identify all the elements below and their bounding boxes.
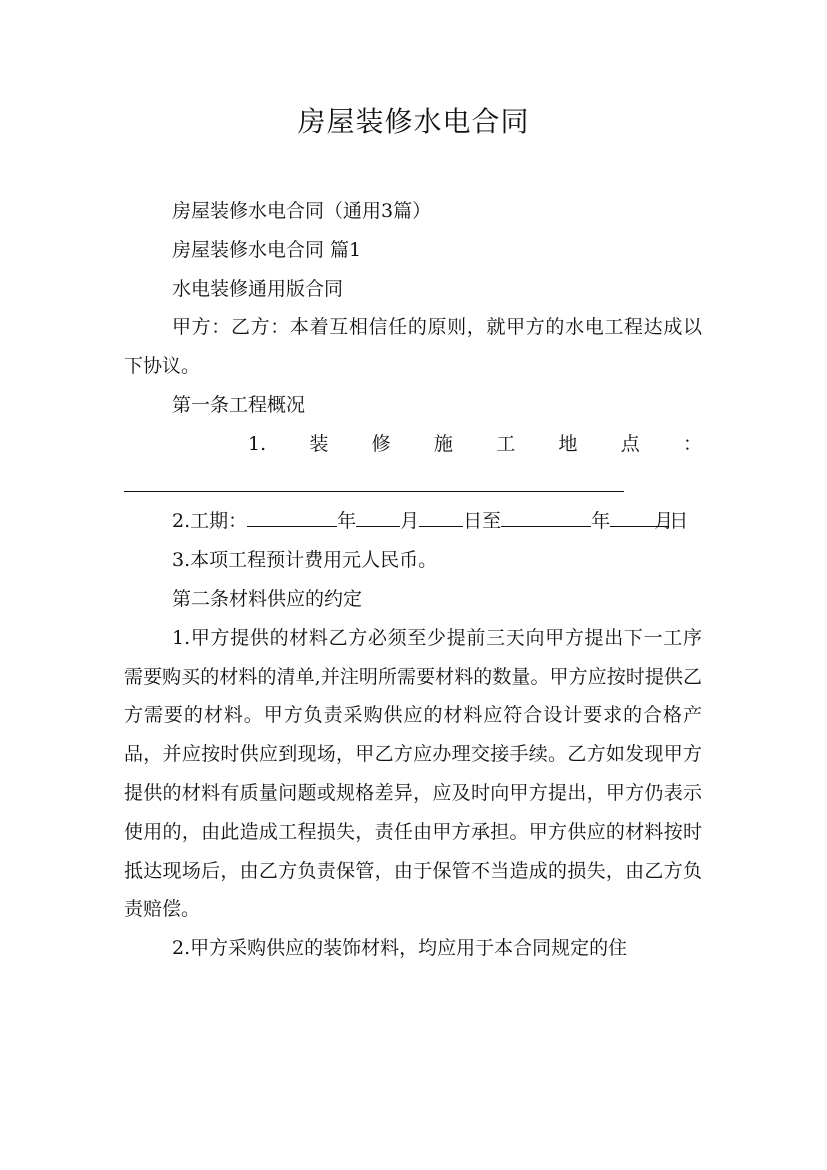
site-char: 施 xyxy=(433,432,453,455)
period-month: 月 xyxy=(400,510,420,533)
paragraph-clause-2: 2.甲方采购供应的装饰材料，均应用于本合同规定的住 xyxy=(172,937,628,960)
period-day: 日 xyxy=(669,510,689,533)
site-blank-line xyxy=(124,464,624,503)
blank-field xyxy=(501,506,591,527)
paragraph-section-heading: 房屋装修水电合同 篇1 xyxy=(172,238,362,261)
paragraph-subtitle: 房屋装修水电合同（通用3篇） xyxy=(172,200,432,222)
period-day-to: 日至 xyxy=(463,510,502,533)
site-char: 工 xyxy=(496,432,516,455)
blank-field xyxy=(356,506,400,527)
paragraph-period xyxy=(124,502,702,541)
site-char: 1. xyxy=(248,432,267,455)
paragraph-article-2: 第二条材料供应的约定 xyxy=(172,587,363,610)
document-body xyxy=(124,192,702,968)
site-char: 点 xyxy=(620,432,640,455)
paragraph-cost: 3.本项工程预计费用元人民币。 xyxy=(172,549,438,572)
site-char: 装 xyxy=(309,432,329,455)
site-char: 修 xyxy=(371,432,391,455)
construction-site-line xyxy=(124,425,702,464)
site-char: 地 xyxy=(558,432,578,455)
paragraph-parties: 甲方：乙方：本着互相信任的原则，就甲方的水电工程达成以下协议。 xyxy=(124,316,702,378)
paragraph-contract-name: 水电装修通用版合同 xyxy=(172,277,344,300)
blank-field xyxy=(419,506,463,527)
paragraph-clause-1: 1.甲方提供的材料乙方必须至少提前三天向甲方提出下一工序需要购买的材料的清单,并注明所需要材料的数量。甲方应按时提供乙方需要的材料。甲方负责采购供应的材料应符合设计要求的合格产品，并应按时供应到现场，甲乙方应办理交接手续。乙方如发现甲方提供的材料有质量问题或规格差异，应及时向甲方提出，甲方仍表示使用的，由此造成工程损失，责任由甲方承担。甲方供应的材料按时抵达现场后，由乙方负责保管，由于保管不当造成的损失，由乙方负责赔偿。 xyxy=(124,626,702,921)
period-label: 2.工期： xyxy=(172,510,248,533)
blank-field xyxy=(247,506,337,527)
blank-field xyxy=(625,506,669,527)
period-year: 年 xyxy=(337,510,357,533)
period-month: 月 xyxy=(654,510,674,533)
paragraph-article-1: 第一条工程概况 xyxy=(172,393,306,416)
site-char: ： xyxy=(682,432,702,455)
period-year: 年 xyxy=(591,510,611,533)
document-title: 房屋装修水电合同 xyxy=(297,105,530,138)
